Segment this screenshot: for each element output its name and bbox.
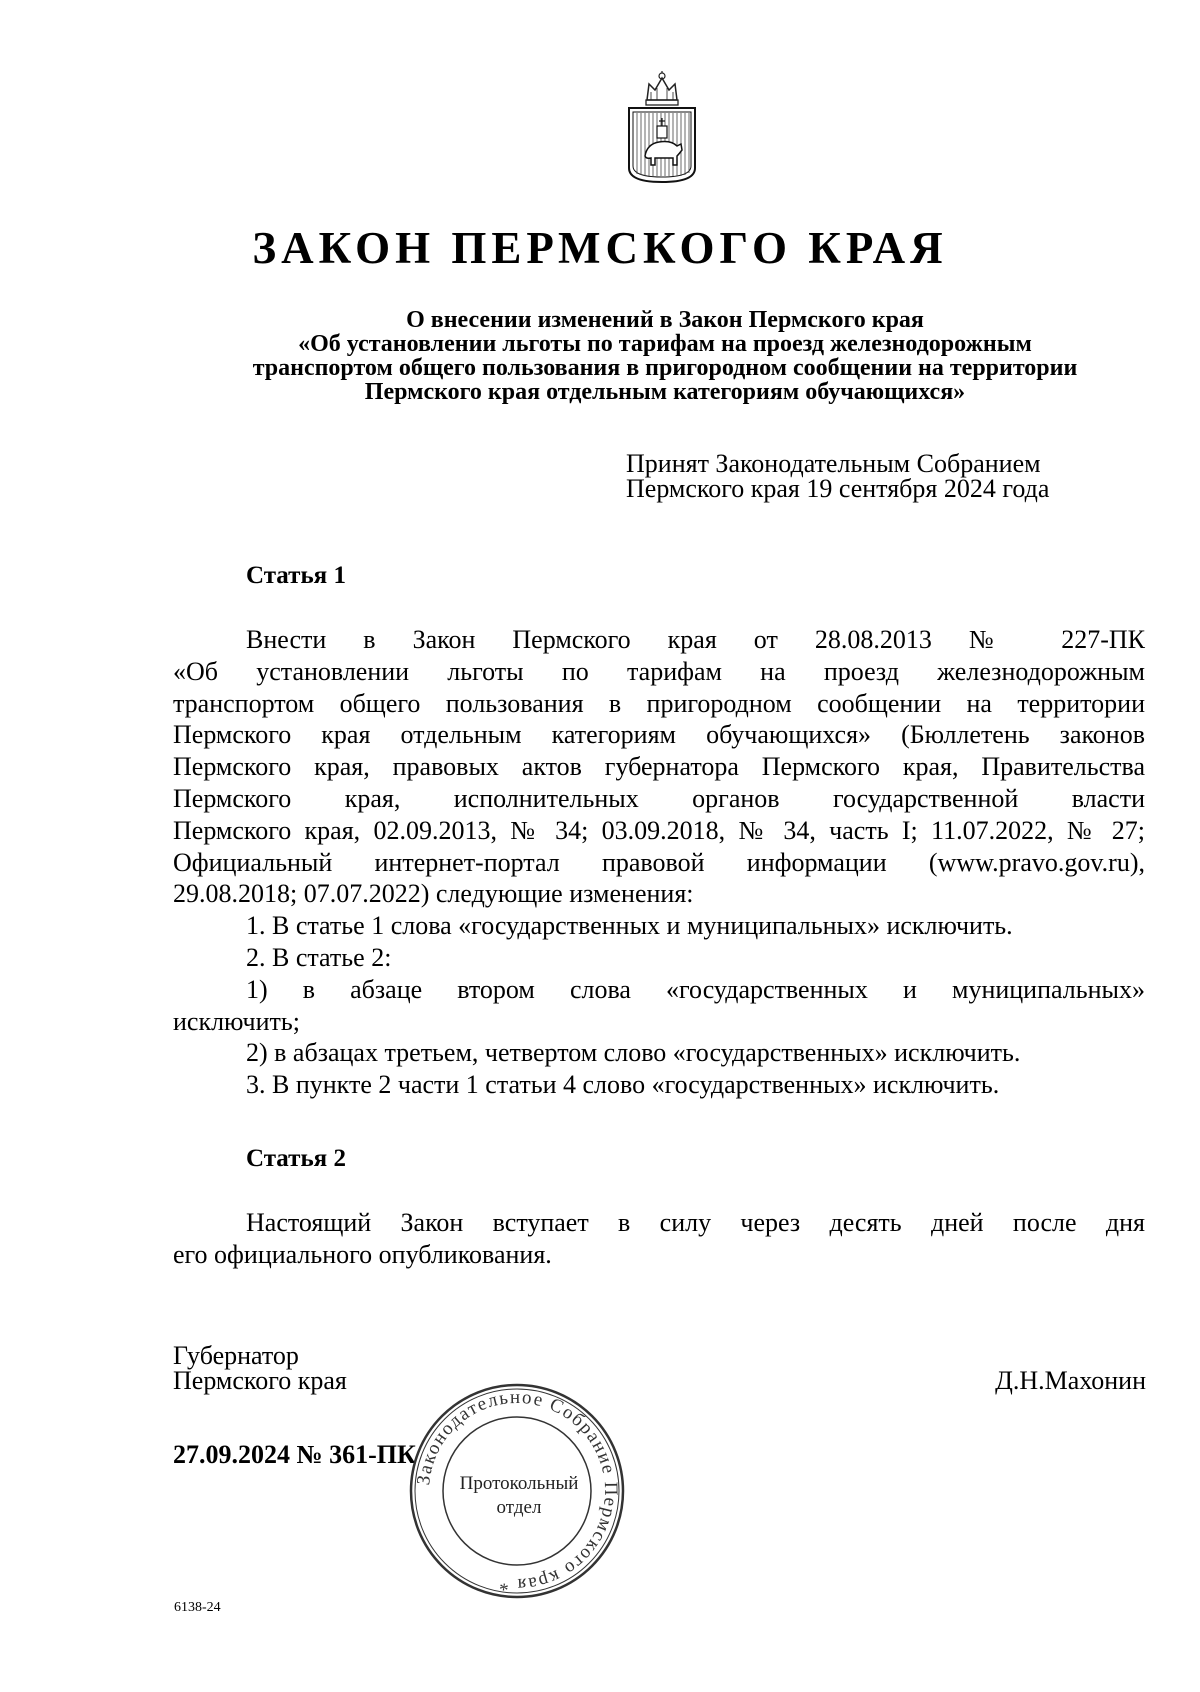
article-2-body [173,1207,1145,1271]
subtitle-line: «Об установлении льготы по тарифам на проезд железнодорожным [298,331,1032,357]
stamp-center-line: отдел [496,1497,542,1518]
article-2-heading: Статья 2 [246,1145,346,1172]
amendment-item-3: 3. В пункте 2 части 1 статьи 4 слово «государственных» исключить. [246,1070,1000,1100]
article-1-heading: Статья 1 [246,562,346,589]
article-1-line: Пермского края, 02.09.2013, № 34; 03.09.2018, № 34, часть I; 11.07.2022, № 27; [173,815,1145,845]
amendment-item-1: 1. В статье 1 слова «государственных и муниципальных» исключить. [246,911,1013,941]
subtitle-line: транспортом общего пользования в пригородном сообщении на территории [252,355,1078,381]
stamp-ring-text: Законодательное Собрание Пермского края * [413,1386,622,1596]
article-1-line: Внести в Закон Пермского края от 28.08.2013 № 227-ПК [246,625,1145,654]
subtitle-line: О внесении изменений в Закон Пермского края [406,307,924,333]
adoption-line: Пермского края 19 сентября 2024 года [626,474,1050,503]
article-2-line: Настоящий Закон вступает в силу через десять дней после дня [246,1208,1145,1237]
document-code: 6138-24 [174,1600,221,1615]
adoption-note [626,451,1146,501]
subtitle-line: Пермского края отдельным категориям обучающихся» [364,379,966,405]
article-2-line: его официального опубликования. [173,1239,552,1269]
amendment-item-2-1: 1) в абзаце втором слова «государственных и муниципальных» [246,974,1145,1004]
article-1-line: Пермского края, исполнительных органов государственной власти [173,783,1145,813]
document-title: ЗАКОН ПЕРМСКОГО КРАЯ [252,223,948,273]
article-1-line: Официальный интернет-портал правовой информации (www.pravo.gov.ru), [173,847,1145,877]
adoption-line: Принят Законодательным Собранием [626,449,1041,478]
stamp-center-text [446,1472,592,1520]
article-1-line: 29.08.2018; 07.07.2022) следующие изменения: [173,879,694,909]
stamp-center-line: Протокольный [459,1473,579,1494]
signer-name: Д.Н.Махонин [995,1366,1146,1395]
document-subtitle [170,308,1160,404]
signer-title-line: Губернатор [173,1341,299,1370]
amendment-item-2-1-cont: исключить; [173,1006,300,1036]
amendment-item-2: 2. В статье 2: [246,942,392,972]
article-1-line: «Об установлении льготы по тарифам на проезд железнодорожным [173,656,1145,686]
law-date-number: 27.09.2024 № 361-ПК [173,1440,416,1469]
amendment-item-2-2: 2) в абзацах третьем, четвертом слово «государственных» исключить. [246,1038,1021,1068]
article-1-line: Пермского края отдельным категориям обучающихся» (Бюллетень законов [173,720,1145,750]
article-1-body [173,624,1145,1101]
article-1-line: транспортом общего пользования в пригородном сообщении на территории [173,688,1145,718]
article-1-line: Пермского края, правовых актов губернатора Пермского края, Правительства [173,752,1145,782]
coat-of-arms-icon [627,70,697,184]
signer-title-line: Пермского края [173,1366,347,1395]
